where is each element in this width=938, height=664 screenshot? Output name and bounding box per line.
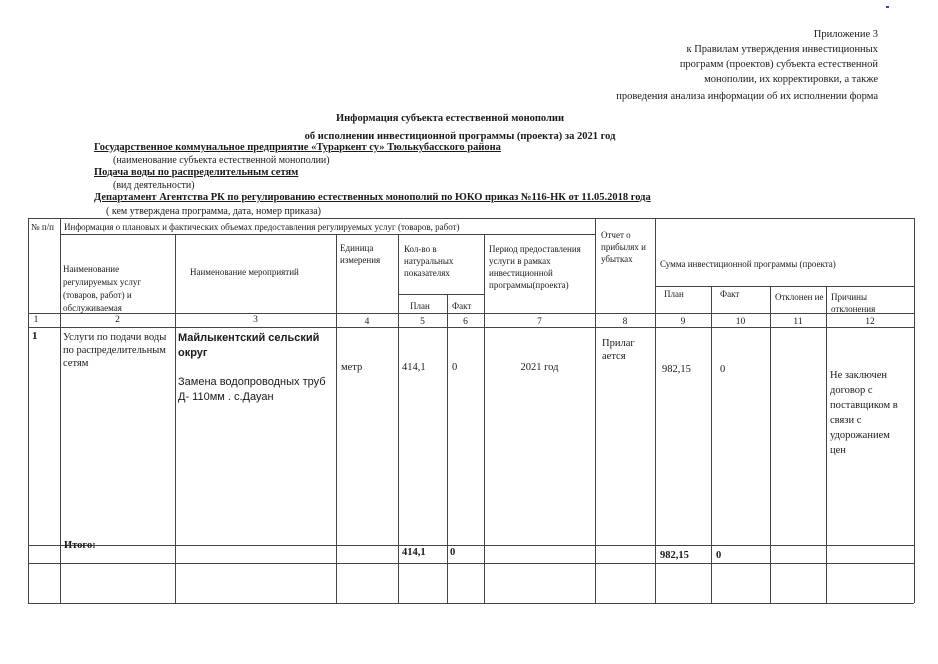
header-qty: Кол-во в натуральных показателях — [404, 244, 454, 278]
header-sum-fact: Факт — [720, 289, 740, 299]
total-sum-fact: 0 — [716, 550, 722, 561]
header-no: № п/п — [31, 222, 54, 232]
col-divider-9 — [711, 286, 712, 603]
col-number: 6 — [463, 317, 468, 327]
appendix-line-4: монополии, их корректировки, а также — [704, 74, 878, 85]
group-header-line — [60, 234, 595, 235]
col-divider-3 — [336, 234, 337, 603]
appendix-line-2: к Правилам утверждения инвестиционных — [686, 44, 878, 55]
total-qty-plan: 414,1 — [402, 547, 426, 558]
sum-subheader-line — [655, 286, 914, 287]
table-border-right — [914, 218, 915, 603]
header-reasons: Причины отклонения — [831, 292, 876, 314]
subject-name: Государственное коммунальное предприятие «Тураркент су» Тюлькубасского района — [94, 142, 501, 153]
header-report: Отчет о прибылях и убытках — [601, 230, 646, 264]
col-divider-7 — [595, 218, 596, 603]
total-sum-plan: 982,15 — [660, 550, 689, 561]
col-number: 4 — [364, 317, 370, 327]
activity-type: Подача воды по распределительным сетям — [94, 167, 299, 178]
approval-authority: Департамент Агентства РК по регулированию естественных монополий по ЮКО приказ №116-НК от 11.05.2018 года — [94, 192, 651, 203]
row-service: Услуги по подачи воды по распределительным сетям — [63, 332, 167, 369]
header-sum-group: Сумма инвестиционной программы (проекта) — [660, 259, 836, 269]
total-label: Итого: — [64, 540, 96, 551]
col-number: 11 — [793, 317, 803, 327]
appendix-line-1: Приложение 3 — [813, 29, 878, 40]
row-unit: метр — [341, 362, 363, 373]
header-unit: Единица измерения — [340, 243, 381, 265]
activity-type-note: (вид деятельности) — [113, 180, 195, 191]
extra-row-line — [28, 563, 914, 564]
col-divider-11 — [826, 286, 827, 603]
col-divider-1 — [60, 218, 61, 603]
col-number: 1 — [33, 315, 39, 325]
col-number: 10 — [735, 317, 746, 327]
row-period: 2021 год — [520, 362, 559, 373]
row-no: 1 — [32, 330, 38, 342]
header-qty-fact: Факт — [452, 301, 472, 311]
col-divider-8 — [655, 218, 656, 603]
row-district: Майлыкентский сельский округ — [178, 332, 320, 359]
qty-subheader-line — [398, 294, 484, 295]
heading-line-1: Информация субъекта естественной монополии — [335, 113, 565, 124]
col-number: 5 — [420, 317, 425, 327]
col-number: 3 — [253, 315, 258, 325]
table-border-left — [28, 218, 29, 603]
row-sum-plan: 982,15 — [662, 364, 691, 375]
header-qty-plan: План — [410, 301, 430, 311]
col-number: 7 — [537, 317, 542, 327]
appendix-line-3: программ (проектов) субъекта естественной — [679, 59, 878, 70]
col-number: 8 — [622, 317, 628, 327]
col-divider-6 — [484, 234, 485, 603]
col-number: 12 — [865, 317, 875, 327]
approval-note: ( кем утверждена программа, дата, номер приказа) — [106, 206, 322, 217]
heading-line-2: об исполнении инвестиционной программы (проекта) за 2021 год — [304, 131, 616, 142]
subject-name-note: (наименование субъекта естественной монополии) — [113, 155, 330, 166]
row-reasons: Не заключен договор с поставщиком в связи с удорожанием цен — [830, 370, 898, 456]
row-event: Замена водопроводных труб Д- 110мм . с.Дауан — [178, 376, 326, 403]
header-event-name: Наименование мероприятий — [190, 267, 299, 277]
col-divider-10 — [770, 286, 771, 603]
scan-speck — [886, 6, 889, 8]
table-border-bottom — [28, 603, 914, 604]
col-divider-5 — [447, 294, 448, 603]
row-qty-fact: 0 — [452, 362, 458, 373]
header-deviation: Отклонен ие — [775, 292, 824, 302]
appendix-line-5: проведения анализа информации об их исполнении форма — [616, 91, 878, 102]
header-info-group: Информация о плановых и фактических объемах предоставления регулируемых услуг (товаров, работ) — [64, 222, 460, 232]
col-number: 2 — [115, 315, 120, 325]
table-border-top — [28, 218, 914, 219]
row-report: Прилагается — [602, 338, 635, 362]
header-service-name: Наименование регулируемых услуг (товаров, работ) и обслуживаемая — [63, 264, 142, 313]
row-qty-plan: 414,1 — [402, 362, 426, 373]
col-divider-4 — [398, 234, 399, 603]
col-number: 9 — [680, 317, 686, 327]
header-sum-plan: План — [664, 289, 684, 299]
row-sum-fact: 0 — [720, 364, 726, 375]
col-divider-2 — [175, 234, 176, 603]
header-period: Период предоставления услуги в рамках инвестиционной программы(проекта) — [489, 244, 581, 290]
total-qty-fact: 0 — [450, 547, 456, 558]
